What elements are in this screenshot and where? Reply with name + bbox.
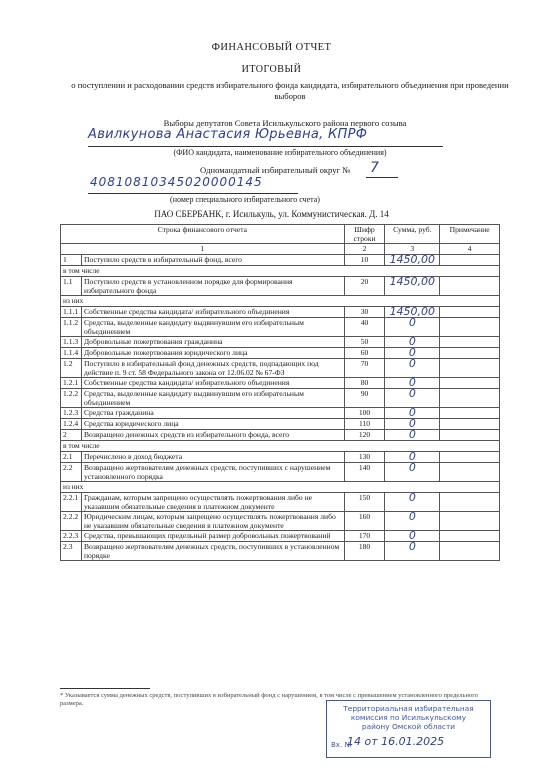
row-note bbox=[440, 512, 500, 531]
row-name: Средства, выделенные кандидату выдвинувшим его избирательным объединением bbox=[81, 389, 344, 408]
row-sum: 1450,00 bbox=[389, 275, 436, 288]
table-row bbox=[61, 359, 500, 378]
table-row bbox=[61, 493, 500, 512]
row-name: Возвращено денежных средств из избирательного фонда, всего bbox=[81, 430, 344, 441]
row-sum-cell bbox=[385, 463, 440, 482]
table-row bbox=[61, 430, 500, 441]
row-note bbox=[440, 389, 500, 408]
row-sum: 0 bbox=[408, 540, 416, 553]
table-row bbox=[61, 463, 500, 482]
report-intro: о поступлении и расходовании средств избирательного фонда кандидата, избирательного объединения при проведении выборов bbox=[71, 80, 509, 101]
table-row bbox=[61, 512, 500, 531]
table-subheader-row bbox=[61, 441, 500, 452]
row-sum-cell bbox=[385, 359, 440, 378]
row-code: 2.2.2 bbox=[61, 512, 82, 531]
row-name: Добровольные пожертвования юридического лица bbox=[81, 348, 344, 359]
row-code: 1.1.1 bbox=[61, 307, 82, 318]
registration-stamp bbox=[326, 700, 491, 758]
table-row bbox=[61, 255, 500, 266]
table-row bbox=[61, 452, 500, 463]
row-sum-cell bbox=[385, 389, 440, 408]
subheader-label: из них bbox=[61, 296, 500, 307]
row-sum: 0 bbox=[408, 529, 416, 542]
row-name: Поступило средств в установленном порядке для формирования избирательного фонда bbox=[81, 277, 344, 296]
row-note bbox=[440, 542, 500, 561]
row-note bbox=[440, 408, 500, 419]
table-row bbox=[61, 542, 500, 561]
row-name: Средства гражданина bbox=[81, 408, 344, 419]
row-code: 2.2 bbox=[61, 463, 82, 482]
row-name: Средства, выделенные кандидату выдвинувшим его избирательным объединением bbox=[81, 318, 344, 337]
row-note bbox=[440, 307, 500, 318]
row-code: 1.2.1 bbox=[61, 378, 82, 389]
header-num-1: 1 bbox=[61, 244, 345, 255]
row-code: 2.2.3 bbox=[61, 531, 82, 542]
report-title: ФИНАНСОВЫЙ ОТЧЕТ bbox=[211, 42, 332, 53]
candidate-underline bbox=[88, 146, 443, 147]
row-name: Собственные средства кандидата/ избирательного объединения bbox=[81, 307, 344, 318]
row-line-code: 140 bbox=[344, 463, 385, 482]
row-line-code: 160 bbox=[344, 512, 385, 531]
row-note bbox=[440, 452, 500, 463]
stamp-line-3: району Омской области bbox=[361, 722, 456, 731]
row-note bbox=[440, 348, 500, 359]
row-sum-cell bbox=[385, 493, 440, 512]
row-code: 1.2.3 bbox=[61, 408, 82, 419]
row-name: Добровольные пожертвования гражданина bbox=[81, 337, 344, 348]
row-sum: 0 bbox=[408, 357, 416, 370]
row-line-code: 120 bbox=[344, 430, 385, 441]
row-note bbox=[440, 430, 500, 441]
row-line-code: 180 bbox=[344, 542, 385, 561]
subheader-label: в том числе bbox=[61, 266, 500, 277]
subheader-label: в том числе bbox=[61, 441, 500, 452]
subheader-label: из них bbox=[61, 482, 500, 493]
table-row bbox=[61, 337, 500, 348]
row-note bbox=[440, 493, 500, 512]
row-note bbox=[440, 419, 500, 430]
row-code: 1.1.2 bbox=[61, 318, 82, 337]
header-line-code: Шифр строки bbox=[344, 225, 385, 244]
row-sum-cell bbox=[385, 318, 440, 337]
row-line-code: 80 bbox=[344, 378, 385, 389]
header-num-4: 4 bbox=[440, 244, 500, 255]
row-sum: 1450,00 bbox=[389, 305, 436, 318]
row-code: 2.1 bbox=[61, 452, 82, 463]
table-row bbox=[61, 419, 500, 430]
row-sum: 0 bbox=[408, 450, 416, 463]
row-sum: 0 bbox=[408, 417, 416, 430]
bank-address: ПАО СБЕРБАНК, г. Исилькуль, ул. Коммунистическая. Д. 14 bbox=[154, 209, 389, 219]
row-name: Возвращено жертвователям денежных средств, поступивших с нарушением установленного порядка bbox=[81, 463, 344, 482]
row-code: 1.1.4 bbox=[61, 348, 82, 359]
row-line-code: 70 bbox=[344, 359, 385, 378]
row-name: Средства юридического лица bbox=[81, 419, 344, 430]
row-code: 1.2.4 bbox=[61, 419, 82, 430]
row-sum: 0 bbox=[408, 346, 416, 359]
row-code: 2.2.1 bbox=[61, 493, 82, 512]
row-note bbox=[440, 255, 500, 266]
row-line-code: 150 bbox=[344, 493, 385, 512]
row-note bbox=[440, 531, 500, 542]
table-header-row bbox=[61, 225, 500, 244]
table-row bbox=[61, 277, 500, 296]
row-sum-cell bbox=[385, 430, 440, 441]
row-sum: 0 bbox=[408, 461, 416, 474]
district-number: 7 bbox=[370, 160, 379, 176]
financial-table bbox=[60, 224, 500, 561]
row-sum: 1450,00 bbox=[389, 253, 436, 266]
table-row bbox=[61, 378, 500, 389]
district-label: Одномандатный избирательный округ № bbox=[200, 165, 351, 175]
stamp-line-2: комиссия по Исилькульскому bbox=[350, 713, 467, 722]
header-row-name: Строка финансового отчета bbox=[61, 225, 345, 244]
footnote: * Указывается сумма денежных средств, поступивших в избирательный фонд с нарушением, в том числе с превышением установленного предельного размера. bbox=[60, 692, 478, 707]
stamp-incoming-label: Вх. № bbox=[331, 741, 352, 749]
footnote-divider bbox=[60, 688, 150, 689]
table-row bbox=[61, 389, 500, 408]
row-sum-cell bbox=[385, 255, 440, 266]
row-code: 1.1 bbox=[61, 277, 82, 296]
row-sum: 0 bbox=[408, 335, 416, 348]
row-name: Собственные средства кандидата/ избирательного объединения bbox=[81, 378, 344, 389]
row-name: Возвращено жертвователям денежных средств, поступивших в установленном порядке bbox=[81, 542, 344, 561]
table-row bbox=[61, 318, 500, 337]
report-subtitle: ИТОГОВЫЙ bbox=[241, 64, 302, 75]
row-sum: 0 bbox=[408, 428, 416, 441]
row-note bbox=[440, 378, 500, 389]
row-note bbox=[440, 277, 500, 296]
row-code: 1.1.3 bbox=[61, 337, 82, 348]
district-underline bbox=[366, 177, 398, 178]
row-line-code: 170 bbox=[344, 531, 385, 542]
account-number-handwritten: 40810810345020000145 bbox=[90, 175, 263, 189]
row-line-code: 100 bbox=[344, 408, 385, 419]
stamp-date: 14 от 16.01.2025 bbox=[347, 735, 445, 748]
row-name: Юридическим лицам, которым запрещено осуществлять пожертвования либо не указавшим обязательные сведения в платежном документе bbox=[81, 512, 344, 531]
row-note bbox=[440, 359, 500, 378]
header-num-3: 3 bbox=[385, 244, 440, 255]
row-sum: 0 bbox=[408, 316, 416, 329]
row-name: Перечислено в доход бюджета bbox=[81, 452, 344, 463]
table-row bbox=[61, 307, 500, 318]
row-line-code: 130 bbox=[344, 452, 385, 463]
candidate-caption: (ФИО кандидата, наименование избирательного объединения) bbox=[173, 148, 387, 157]
row-line-code: 40 bbox=[344, 318, 385, 337]
row-sum: 0 bbox=[408, 406, 416, 419]
header-num-2: 2 bbox=[344, 244, 385, 255]
row-line-code: 10 bbox=[344, 255, 385, 266]
table-row bbox=[61, 408, 500, 419]
account-underline bbox=[88, 193, 298, 194]
row-line-code: 30 bbox=[344, 307, 385, 318]
account-caption: (номер специального избирательного счета) bbox=[170, 195, 320, 204]
row-code: 1.2 bbox=[61, 359, 82, 378]
row-sum-cell bbox=[385, 542, 440, 561]
row-note bbox=[440, 337, 500, 348]
row-line-code: 90 bbox=[344, 389, 385, 408]
table-row bbox=[61, 348, 500, 359]
header-note: Примечание bbox=[440, 225, 500, 244]
row-name: Средства, превышающих предельный размер добровольных пожертвований bbox=[81, 531, 344, 542]
row-sum-cell bbox=[385, 277, 440, 296]
row-name: Поступило в избирательный фонд денежных средств, подпадающих под действие п. 9 ст. 58 Федерального закона от 12.06.02 № 67-ФЗ bbox=[81, 359, 344, 378]
row-sum-cell bbox=[385, 512, 440, 531]
row-code: 1 bbox=[61, 255, 82, 266]
row-sum: 0 bbox=[408, 510, 416, 523]
row-name: Поступило средств в избирательный фонд, всего bbox=[81, 255, 344, 266]
row-line-code: 20 bbox=[344, 277, 385, 296]
elections-name: Выборы депутатов Совета Исилькульского района первого созыва bbox=[163, 118, 407, 128]
row-line-code: 60 bbox=[344, 348, 385, 359]
row-line-code: 50 bbox=[344, 337, 385, 348]
row-sum: 0 bbox=[408, 491, 416, 504]
candidate-name-handwritten: Авилкунова Анастасия Юрьевна, КПРФ bbox=[88, 127, 368, 142]
row-code: 2 bbox=[61, 430, 82, 441]
header-sum: Сумма, руб. bbox=[385, 225, 440, 244]
stamp-line-1: Территориальная избирательная bbox=[343, 704, 474, 713]
row-name: Гражданам, которым запрещено осуществлять пожертвования либо не указавшим обязательные сведения в платежном документе bbox=[81, 493, 344, 512]
row-sum: 0 bbox=[408, 376, 416, 389]
table-row bbox=[61, 531, 500, 542]
row-sum: 0 bbox=[408, 387, 416, 400]
row-note bbox=[440, 318, 500, 337]
table-subheader-row bbox=[61, 482, 500, 493]
row-line-code: 110 bbox=[344, 419, 385, 430]
row-note bbox=[440, 463, 500, 482]
row-code: 2.3 bbox=[61, 542, 82, 561]
row-code: 1.2.2 bbox=[61, 389, 82, 408]
